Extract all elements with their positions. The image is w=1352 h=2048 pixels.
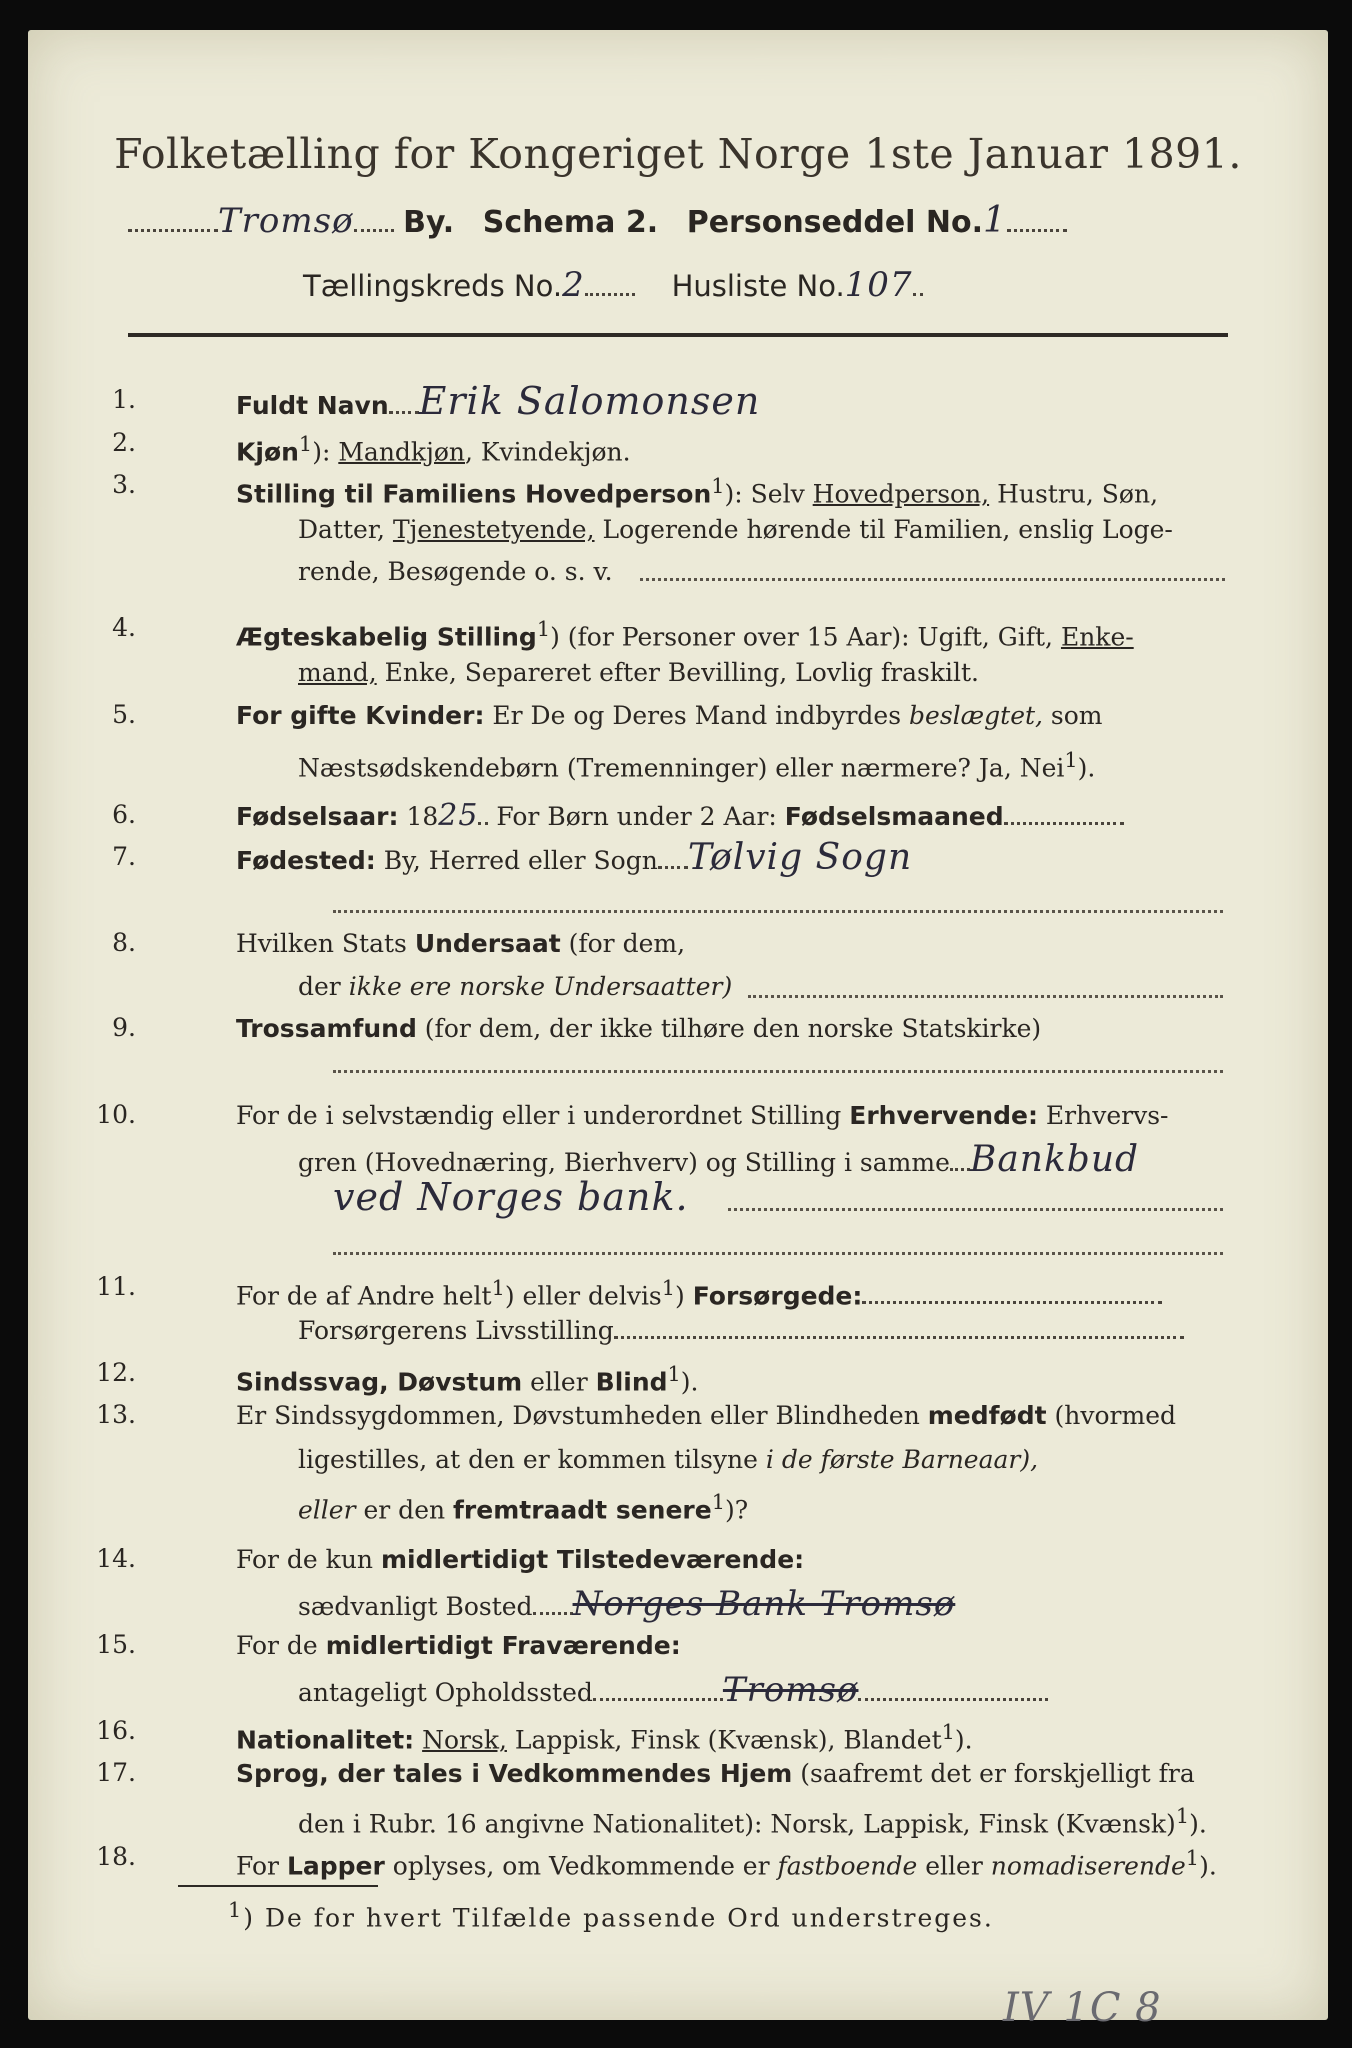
disability-ligestilles: ligestilles, at den er kommen tilsyne	[298, 1445, 766, 1474]
lapps-label: Lapper	[286, 1851, 385, 1881]
temporary-present-text: For de kun	[236, 1545, 381, 1574]
item-13-line-1	[236, 1400, 1176, 1432]
footnote-ref: 1	[1185, 1846, 1200, 1870]
item-15-line-2	[298, 1670, 1048, 1710]
marital-status-options: ) (for Personer over 15 Aar): Ugift, Gift,	[550, 622, 1061, 652]
item-9	[236, 1013, 1041, 1045]
item-11-number: 11.	[96, 1272, 136, 1301]
item-12	[236, 1358, 699, 1398]
disability-later: fremtraadt senere	[453, 1495, 712, 1525]
disability-end: ).	[680, 1367, 699, 1397]
married-women-cousins: Næstsødskendebørn (Tremenninger) eller nærmere? Ja, Nei	[298, 753, 1065, 783]
item-13-line-2	[298, 1444, 1038, 1476]
disability-label: Sindssvag, Døvstum	[236, 1367, 523, 1397]
item-1	[236, 379, 761, 423]
family-position-selv: ): Selv	[724, 479, 813, 509]
item-18-number: 18.	[96, 1842, 136, 1871]
usual-residence-label: sædvanligt Bosted	[298, 1592, 533, 1621]
probable-residence-label: antageligt Opholdssted	[298, 1678, 593, 1707]
language-end: ).	[1189, 1809, 1207, 1839]
birth-year-prefix: 18	[398, 802, 439, 831]
family-position-logerende: Logerende hørende til Familien, enslig Loge-	[594, 515, 1173, 544]
footnote-ref: 1	[1175, 1804, 1190, 1828]
marital-enkemand-underlined-2: mand,	[298, 658, 377, 687]
footnote-marker: 1	[228, 1898, 244, 1922]
item-5-line-1	[236, 700, 1103, 732]
nationality-end: ).	[954, 1725, 973, 1755]
citizenship-der: der	[298, 972, 349, 1001]
occupation-text-2: gren (Hovednæring, Bierhverv) og Stilling i samme	[298, 1148, 950, 1177]
occupation-handwritten-1: Bankbud	[969, 1139, 1140, 1180]
supported-text: For de af Andre helt	[236, 1281, 492, 1311]
temporary-absent-label: midlertidigt Fraværende:	[325, 1631, 681, 1660]
item-6-number: 6.	[112, 800, 136, 829]
by-label: By.	[403, 205, 455, 240]
temporary-present-label: midlertidigt Tilstedeværende:	[380, 1545, 805, 1574]
item-10-line-3	[333, 1175, 689, 1219]
language-text: (saafremt det er forskjelligt fra	[792, 1759, 1195, 1788]
lapps-end: ).	[1199, 1851, 1217, 1881]
town-handwritten: Tromsø	[218, 201, 354, 241]
item-16	[236, 1716, 973, 1756]
item-10-line-1	[236, 1100, 1168, 1132]
disability-congenital: medfødt	[927, 1401, 1047, 1430]
supported-partly: ) eller delvis	[504, 1281, 662, 1311]
item-11-line-1	[236, 1272, 1162, 1312]
lapps-text: oplyses, om Vedkommende er	[384, 1851, 778, 1881]
husliste-label: Husliste No.	[671, 269, 845, 303]
birth-month-label: Fødselsmaaned	[784, 802, 1004, 831]
footnote-ref: 1	[667, 1362, 681, 1386]
occupation-label: Erhvervende:	[849, 1101, 1038, 1130]
family-position-rende: rende, Besøgende o. s. v.	[298, 557, 613, 586]
citizenship-label: Undersaat	[414, 929, 561, 958]
nationality-norsk-underlined: Norsk,	[422, 1725, 507, 1755]
item-1-number: 1.	[112, 385, 136, 414]
married-women-end: ).	[1077, 753, 1096, 783]
item-3-line-3	[298, 556, 613, 588]
probable-residence-handwritten: Tromsø	[722, 1670, 859, 1710]
item-12-number: 12.	[96, 1358, 136, 1387]
item-3-line-2	[298, 514, 1173, 546]
item-10-line-2	[298, 1139, 1140, 1180]
footnote-ref: 1	[711, 474, 725, 498]
gender-male-underlined: Mandkjøn	[338, 437, 465, 467]
usual-residence-handwritten: Norges Bank Tromsø	[572, 1584, 956, 1624]
gender-female: , Kvindekjøn.	[464, 437, 631, 467]
gender-paren: ):	[312, 437, 339, 467]
schema-line	[128, 200, 1067, 241]
disability-origin-text: Er Sindssygdommen, Døvstumheden eller Blindheden	[236, 1401, 928, 1430]
husliste-number: 107	[844, 265, 913, 305]
footnote	[228, 1898, 994, 1932]
lapps-settled: fastboende	[777, 1851, 918, 1881]
personseddel-number: 1	[983, 200, 1007, 241]
item-8-number: 8.	[112, 928, 136, 957]
citizenship-not-norwegian: ikke ere norske Undersaatter)	[348, 972, 733, 1001]
footnote-rule	[178, 1885, 378, 1887]
full-name-handwritten: Erik Salomonsen	[418, 379, 761, 423]
birthplace-text: By, Herred eller Sogn	[375, 846, 658, 875]
form-title: Folketælling for Kongeriget Norge 1ste Januar 1891.	[114, 130, 1242, 178]
item-17-line-2	[298, 1800, 1207, 1840]
marital-status-options-2: Enke, Separeret efter Bevilling, Lovlig fraskilt.	[376, 658, 979, 687]
language-options: den i Rubr. 16 angivne Nationalitet): Norsk, Lappisk, Finsk (Kvænsk)	[298, 1809, 1176, 1839]
footnote-ref: 1	[536, 617, 551, 641]
item-4-line-2	[298, 657, 979, 689]
personseddel-label: Personseddel No.	[686, 205, 984, 240]
disability-eller: eller	[522, 1367, 596, 1397]
footnote-ref: 1	[1064, 748, 1078, 772]
religion-text: (for dem, der ikke tilhøre den norske Statskirke)	[416, 1014, 1042, 1043]
footnote-ref: 1	[941, 1720, 955, 1744]
marital-status-label: Ægteskabelig Stilling	[236, 622, 537, 652]
family-position-label: Stilling til Familiens Hovedperson	[236, 479, 712, 509]
item-4-number: 4.	[112, 613, 136, 642]
family-position-hovedperson: Hovedperson,	[812, 479, 990, 509]
family-position-tjenestetyende: Tjenestetyende,	[392, 515, 595, 544]
district-line	[303, 265, 923, 305]
married-women-question: Er De og Deres Mand indbyrdes	[484, 701, 910, 730]
item-7-number: 7.	[112, 842, 136, 871]
disability-er-den: er den	[355, 1495, 454, 1525]
item-2	[236, 428, 631, 468]
item-16-number: 16.	[96, 1716, 136, 1745]
item-8-line-2	[298, 971, 732, 1003]
supported-label: Forsørgede:	[692, 1281, 863, 1311]
disability-hvormed: (hvormed	[1046, 1401, 1176, 1430]
occupation-handwritten-2: ved Norges bank.	[333, 1175, 689, 1219]
taellingskreds-label: Tællingskreds No.	[303, 269, 563, 303]
nationality-label: Nationalitet:	[236, 1725, 415, 1755]
disability-childhood: i de første Barneaar),	[765, 1445, 1039, 1474]
item-9-number: 9.	[112, 1013, 136, 1042]
marital-enkemand-underlined: Enke-	[1060, 622, 1134, 652]
nationality-options: Lappisk, Finsk (Kvænsk), Blandet	[506, 1725, 942, 1755]
family-position-options: Hustru, Søn,	[989, 479, 1159, 509]
schema-label: Schema 2.	[482, 205, 659, 240]
archive-mark: IV 1C 8	[1003, 1985, 1162, 2031]
disability-question-end: )?	[724, 1495, 749, 1525]
item-14-line-1	[236, 1544, 804, 1576]
item-14-number: 14.	[96, 1544, 136, 1573]
item-4-line-1	[236, 613, 1134, 653]
item-15-line-1	[236, 1630, 681, 1662]
disability-eller: eller	[298, 1495, 356, 1525]
citizenship-text: Hvilken Stats	[236, 929, 415, 958]
disability-blind: Blind	[595, 1367, 668, 1397]
occupation-branch: Erhvervs-	[1037, 1101, 1169, 1130]
religion-label: Trossamfund	[236, 1014, 417, 1043]
married-women-related: beslægtet,	[909, 701, 1043, 730]
gender-label: Kjøn	[236, 437, 299, 467]
item-8-line-1	[236, 928, 685, 960]
item-3-number: 3.	[112, 470, 136, 499]
lapps-eller: eller	[917, 1851, 991, 1881]
supported-paren: )	[675, 1281, 693, 1311]
full-name-label: Fuldt Navn	[236, 391, 389, 420]
occupation-text: For de i selvstændig eller i underordnet Stilling	[236, 1101, 850, 1130]
item-13-number: 13.	[96, 1400, 136, 1429]
item-2-number: 2.	[112, 428, 136, 457]
married-women-som: som	[1042, 701, 1103, 730]
item-13-line-3	[298, 1486, 748, 1526]
footnote-ref: 1	[661, 1276, 676, 1300]
supporter-occupation: Forsørgerens Livsstilling	[298, 1316, 614, 1345]
item-10-number: 10.	[96, 1100, 136, 1129]
family-position-datter: Datter,	[298, 515, 393, 544]
item-17-number: 17.	[96, 1758, 136, 1787]
footnote-ref: 1	[491, 1276, 505, 1300]
item-5-number: 5.	[112, 700, 136, 729]
temporary-absent-text: For de	[236, 1631, 326, 1660]
footnote-ref: 1	[298, 432, 313, 456]
census-form-sheet	[28, 30, 1328, 2031]
header-rule	[128, 333, 1228, 337]
birth-month-text: For Børn under 2 Aar:	[488, 802, 785, 831]
footnote-ref: 1	[711, 1490, 725, 1514]
married-women-label: gifte Kvinder:	[290, 701, 485, 730]
item-14-line-2	[298, 1584, 956, 1624]
taellingskreds-number: 2	[562, 265, 585, 305]
item-3-line-1	[236, 470, 1158, 510]
item-6	[236, 800, 1124, 833]
language-label: Sprog, der tales i Vedkommendes Hjem	[236, 1759, 793, 1788]
footnote-text: ) De for hvert Tilfælde passende Ord understreges.	[243, 1903, 994, 1933]
item-18	[236, 1842, 1217, 1882]
birth-year-handwritten: 25	[438, 798, 479, 833]
lapps-for: For	[236, 1851, 287, 1881]
married-women-for: For	[236, 701, 291, 730]
birthplace-label: Fødested:	[236, 846, 376, 875]
item-15-number: 15.	[96, 1630, 136, 1659]
item-17-line-1	[236, 1758, 1195, 1790]
birthplace-handwritten: Tølvig Sogn	[687, 837, 913, 878]
item-7	[236, 837, 913, 878]
item-5-line-2	[298, 744, 1095, 784]
lapps-nomadic: nomadiserende	[990, 1851, 1186, 1881]
citizenship-for-dem: (for dem,	[560, 929, 686, 958]
item-11-line-2	[298, 1315, 1184, 1347]
birth-year-label: Fødselsaar:	[236, 802, 399, 831]
